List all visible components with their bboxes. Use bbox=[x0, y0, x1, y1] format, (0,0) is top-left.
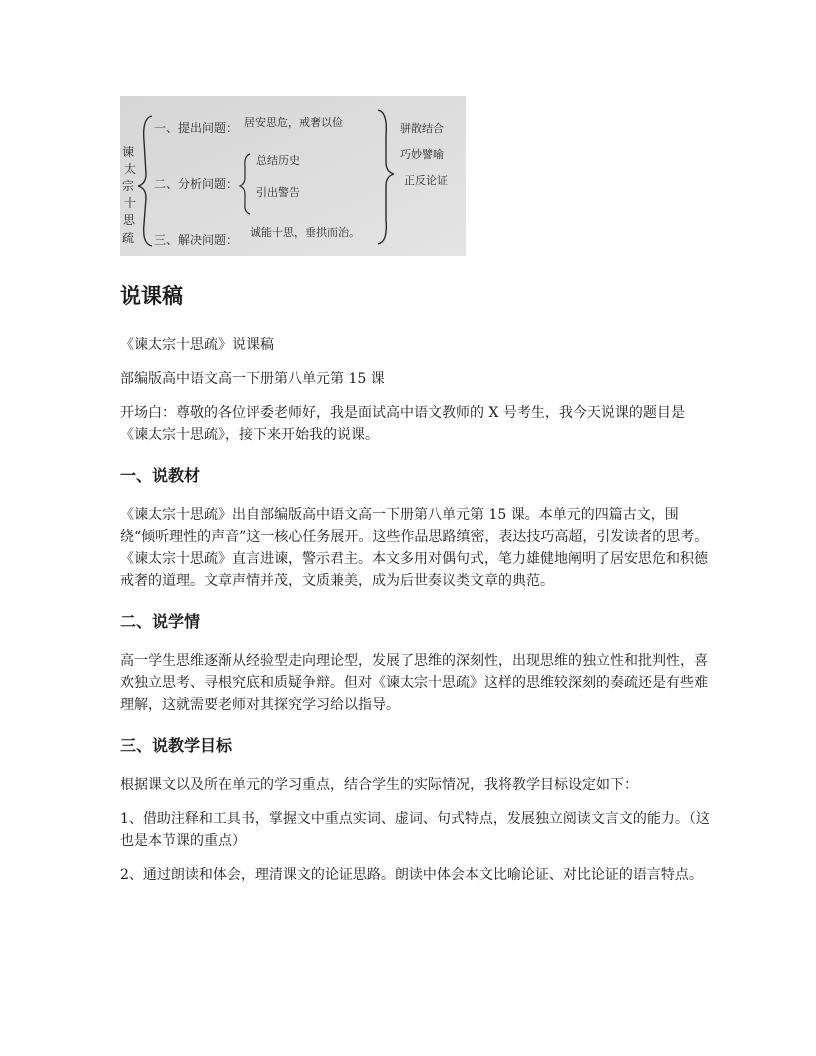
title-char: 疏 bbox=[122, 231, 135, 245]
outline-diagram bbox=[120, 96, 466, 256]
textbook-paragraph: 《谏太宗十思疏》出自部编版高中语文高一下册第八单元第 15 课。本单元的四篇古文，围绕“倾听理性的声音”这一核心任务展开。这些作品思路缜密，表达技巧高超，引发读者的思考。《谏太宗十思疏》直言进谏，警示君主。本文多用对偶句式，笔力雄健地阐明了居安思危和积德戒奢的道理。文章声情并茂，文质兼美，成为后世奏议类文章的典范。 bbox=[120, 507, 709, 589]
right-note: 正反论证 bbox=[404, 174, 448, 187]
row3-label: 三、解决问题： bbox=[154, 233, 239, 247]
row3-content: 诚能十思，垂拱而治。 bbox=[250, 226, 360, 239]
goal-item-1: 1、借助注释和工具书，掌握文中重点实词、虚词、句式特点，发展独立阅读文言文的能力。（这也是本节课的重点） bbox=[120, 811, 710, 849]
title-char: 宗 bbox=[122, 179, 135, 193]
row2-label: 二、分析问题： bbox=[154, 177, 239, 191]
students-paragraph: 高一学生思维逐渐从经验型走向理论型，发展了思维的深刻性，出现思维的独立性和批判性，喜欢独立思考、寻根究底和质疑争辩。但对《谏太宗十思疏》这样的思维较深刻的奏疏还是有些难理解，这就需要老师对其探究学习给以指导。 bbox=[120, 653, 708, 713]
goal-item-2: 2、通过朗读和体会，理清课文的论证思路。朗读中体会本文比喻论证、对比论证的语言特点。 bbox=[120, 867, 703, 883]
title-char: 十 bbox=[124, 196, 137, 210]
right-note: 巧妙譬喻 bbox=[400, 148, 444, 161]
section-heading-textbook: 一、说教材 bbox=[120, 466, 201, 485]
row2-sub1: 总结历史 bbox=[256, 154, 300, 167]
document-title: 说课稿 bbox=[120, 284, 183, 308]
title-char: 谏 bbox=[122, 145, 135, 159]
right-note: 骈散结合 bbox=[400, 122, 444, 135]
handwritten-outline-photo bbox=[120, 96, 466, 256]
section-heading-students: 二、说学情 bbox=[120, 612, 201, 631]
row2-sub2: 引出警告 bbox=[256, 186, 300, 199]
goals-intro: 根据课文以及所在单元的学习重点，结合学生的实际情况，我将教学目标设定如下： bbox=[120, 777, 638, 793]
lesson-title: 《谏太宗十思疏》说课稿 bbox=[120, 337, 274, 353]
section-heading-goals: 三、说教学目标 bbox=[120, 736, 233, 755]
row1-content: 居安思危，戒奢以俭 bbox=[244, 116, 343, 129]
row1-label: 一、提出问题： bbox=[154, 121, 239, 135]
document-body bbox=[120, 278, 710, 886]
title-char: 思 bbox=[123, 213, 136, 227]
lesson-source: 部编版高中语文高一下册第八单元第 15 课 bbox=[120, 371, 385, 387]
title-char: 太 bbox=[124, 162, 137, 176]
opening-paragraph: 开场白：尊敬的各位评委老师好，我是面试高中语文教师的 X 号考生，我今天说课的题目是《谏太宗十思疏》，接下来开始我的说课。 bbox=[120, 405, 685, 443]
